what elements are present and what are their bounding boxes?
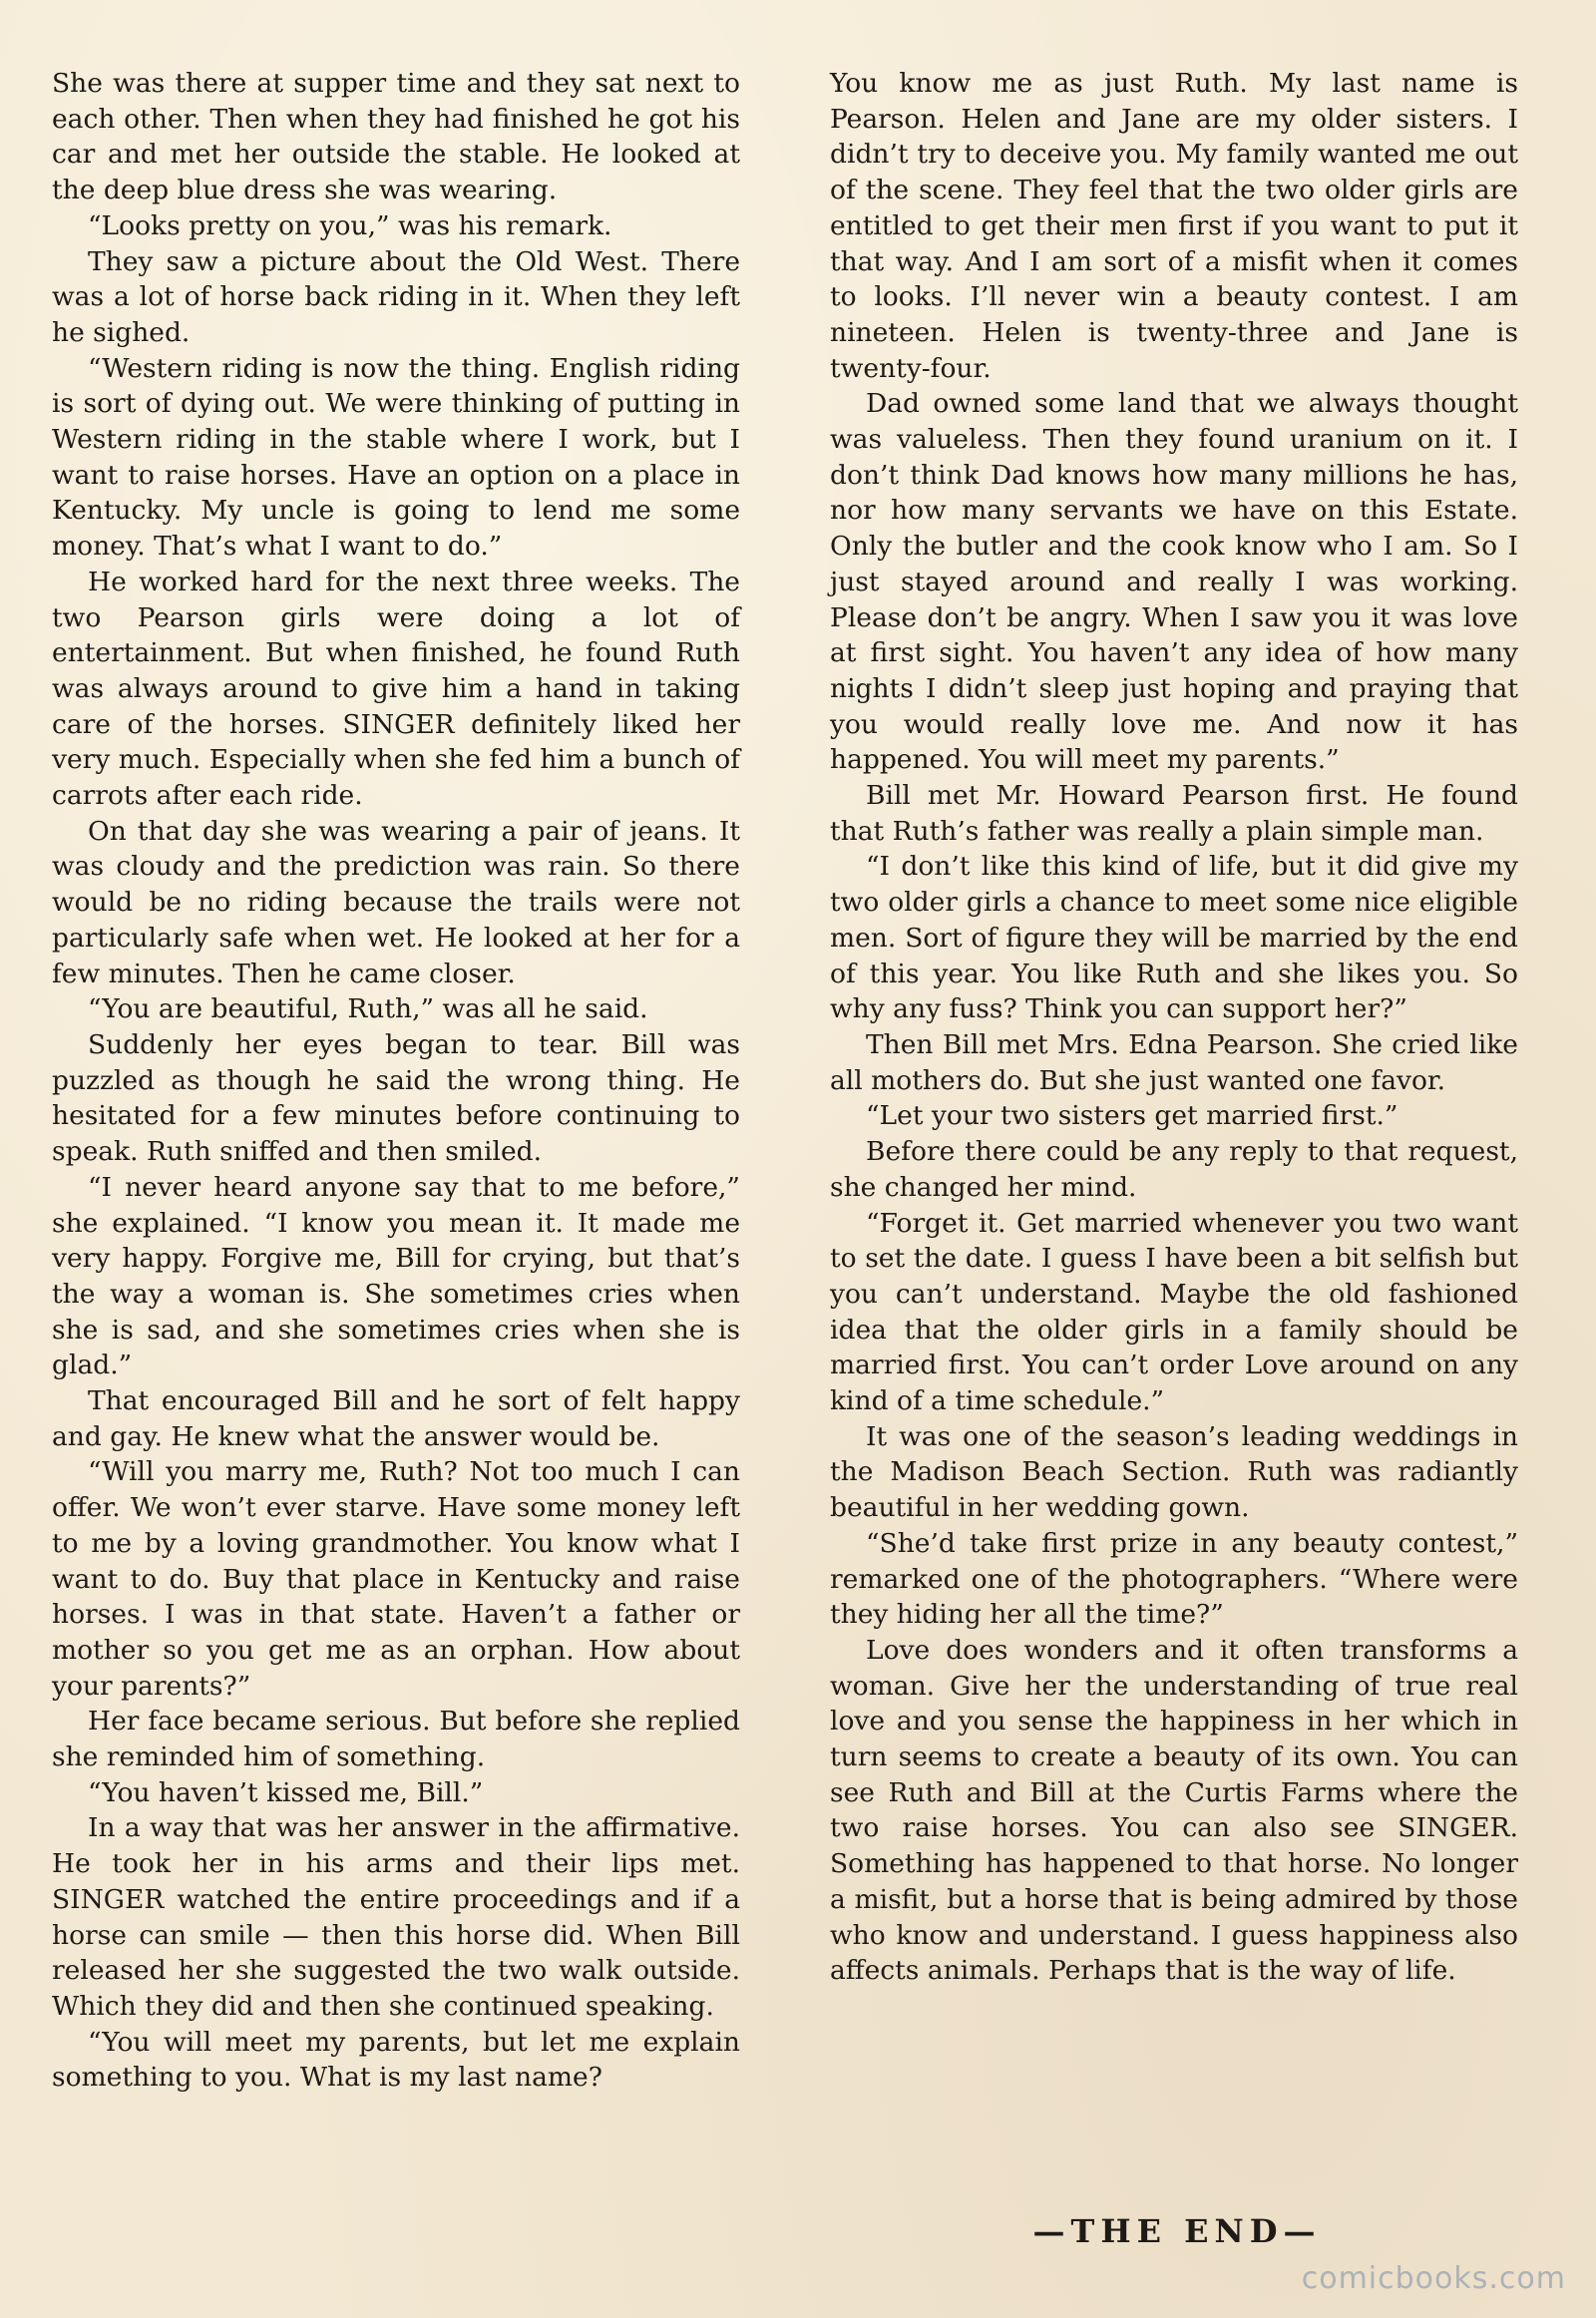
paragraph: It was one of the season’s leading weddings in the Madison Beach Section. Ruth was radiantly beautiful in her wedding gown.: [830, 1420, 1518, 1524]
paragraph: “Looks pretty on you,” was his remark.: [88, 209, 612, 241]
paragraph: “You will meet my parents, but let me explain something to you. What is my last name?: [52, 2026, 740, 2094]
paragraph: “Western riding is now the thing. English riding is sort of dying out. We were thinking of putting in Western riding in the stable where I work, but I want to raise horses. Have an option on a place in Kentucky. My uncle is going to lend me some money. That’s what I want to do.”: [52, 352, 740, 563]
paragraph: “Will you marry me, Ruth? Not too much I can offer. We won’t ever starve. Have some money left to me by a loving grandmother. You know what I want to do. Buy that place in Kentucky and raise horses. I was in that state. Haven’t a father or mother so you get me as an orphan. How about your parents?”: [52, 1456, 740, 1702]
paragraph: Then Bill met Mrs. Edna Pearson. She cried like all mothers do. But she just wanted one favor.: [830, 1028, 1518, 1096]
paragraph: You know me as just Ruth. My last name is Pearson. Helen and Jane are my older sisters. I didn’t try to deceive you. My family wanted me out of the scene. They feel that the two older girls are entitled to get their men first if you want to put it that way. And I am sort of a misfit when it comes to looks. I’ll never win a beauty contest. I am nineteen. Helen is twenty-three and Jane is twenty-four.: [830, 68, 1518, 384]
paragraph: He worked hard for the next three weeks. The two Pearson girls were doing a lot of entertainment. But when finished, he found Ruth was always around to give him a hand in taking care of the horses. SINGER definitely liked her very much. Especially when she fed him a bunch of carrots after each ride.: [52, 566, 740, 812]
paragraph: “You are beautiful, Ruth,” was all he said.: [88, 993, 648, 1025]
paragraph: Suddenly her eyes began to tear. Bill was puzzled as though he said the wrong thing. He hesitated for a few minutes before continuing to speak. Ruth sniffed and then smiled.: [52, 1028, 740, 1168]
paragraph: “Let your two sisters get married first.”: [866, 1100, 1398, 1132]
paragraph: In a way that was her answer in the affirmative. He took her in his arms and their lips met. SINGER watched the entire proceedings and if a horse can smile — then this horse did. When Bill released her she suggested the two walk outside. Which they did and then she continued speaking.: [52, 1812, 740, 2022]
paragraph: “I don’t like this kind of life, but it did give my two older girls a chance to meet some nice eligible men. Sort of figure they will be married by the end of this year. You like Ruth and she likes you. So why any fuss? Think you can support her?”: [830, 851, 1518, 1025]
paragraph: Dad owned some land that we always thought was valueless. Then they found uranium on it. I don’t think Dad knows how many millions he has, nor how many servants we have on this Estate. Only the butler and the cook know who I am. So I just stayed around and really I was working. Please don’t be angry. When I saw you it was love at first sight. You haven’t any idea of how many nights I didn’t sleep just hoping and praying that you would really love me. And now it has happened. You will meet my parents.”: [830, 388, 1518, 776]
paragraph: She was there at supper time and they sat next to each other. Then when they had finished he got his car and met her outside the stable. He looked at the deep blue dress she was wearing.: [52, 68, 740, 206]
the-end-label: —THE END—: [1032, 2212, 1322, 2250]
paragraph: That encouraged Bill and he sort of felt happy and gay. He knew what the answer would be.: [52, 1385, 740, 1452]
watermark: comicbooks.com: [1301, 2261, 1566, 2296]
paragraph: Her face became serious. But before she replied she reminded him of something.: [52, 1706, 740, 1773]
left-column: [52, 66, 740, 2096]
paragraph: Love does wonders and it often transforms a woman. Give her the understanding of true real love and you sense the happiness in her which in turn seems to create a beauty of its own. You can see Ruth and Bill at the Curtis Farms where the two raise horses. You can also see SINGER. Something has happened to that horse. No longer a misfit, but a horse that is being admired by those who know and understand. I guess happiness also affects animals. Perhaps that is the way of life.: [830, 1634, 1518, 1987]
paragraph: “You haven’t kissed me, Bill.”: [88, 1776, 484, 1808]
paragraph: On that day she was wearing a pair of jeans. It was cloudy and the prediction was rain. So there would be no riding because the trails were not particularly safe when wet. He looked at her for a few minutes. Then he came closer.: [52, 815, 740, 989]
paragraph: “She’d take first prize in any beauty contest,” remarked one of the photographers. “Where were they hiding her all the time?”: [830, 1527, 1518, 1631]
paragraph: Before there could be any reply to that request, she changed her mind.: [830, 1136, 1518, 1203]
right-column: [830, 66, 1518, 1989]
paragraph: They saw a picture about the Old West. There was a lot of horse back riding in it. When they left he sighed.: [52, 245, 740, 348]
paragraph: Bill met Mr. Howard Pearson first. He found that Ruth’s father was really a plain simple man.: [830, 780, 1518, 847]
paragraph: “Forget it. Get married whenever you two want to set the date. I guess I have been a bit selfish but you can’t understand. Maybe the old fashioned idea that the older girls in a family should be married first. You can’t order Love around on any kind of a time schedule.”: [830, 1207, 1518, 1417]
paragraph: “I never heard anyone say that to me before,” she explained. “I know you mean it. It made me very happy. Forgive me, Bill for crying, but that’s the way a woman is. She sometimes cries when she is sad, and she sometimes cries when she is glad.”: [52, 1171, 740, 1381]
